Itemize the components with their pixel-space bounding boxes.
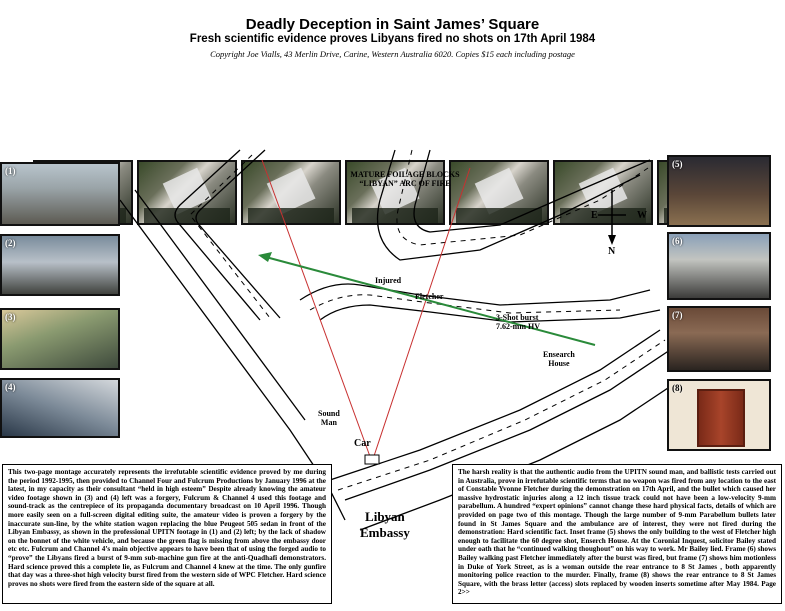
left-text-box: This two-page montage accurately represents the irrefutable scientific evidence proved by me during the period 1992-1995, then provided to Channel Four and Fulcrum Productions by January 1996 at the latest, in my capacity as their consultant “held in high esteem” Despite already knowing the amateur video footage shown in (3) and (4) left was a forgery, Fulcrum & Channel 4 used this footage and sound-track as the centrepiece of its propaganda documentary broadcast on 10 April 1996. Though more easily seen on a full-screen digital editing suite, the amateur video is proven a forgery by the inaccurate sun-line, by the white station wagon replacing the blue Peugeot 505 sedan in front of the Libyan Embassy, as shown in the professional UPITN footage in (1) and (2) left; by the lack of shadow on the bonnet of the white vehicle, and because the green flag is missing from above the embassy door etc etc. Fulcrum and Channel 4’s main objective appears to have been that of using the forged audio to “prove” the Libyans fired a burst of 9-mm sub-machine gun fire at the anti-Quadhafi demonstrators. Hard science proved this a complete lie, as Fulcrum and Channel 4 knew at the time. The only gunfire that day was a three-shot high velocity burst fired from the western side of WPC Fletcher. Hard science proves no shots were fired from the eastern side of the square at all. bbox=[2, 464, 332, 604]
burst-label: 3-Shot burst 7.62-mm HV bbox=[496, 313, 540, 331]
copyright-line: Copyright Joe Vialls, 43 Merlin Drive, Carine, Western Australia 6020. Copies $15 each including postage bbox=[210, 49, 575, 59]
compass-w: W bbox=[637, 210, 647, 221]
door-image bbox=[697, 389, 745, 447]
photo-2: (2) bbox=[0, 234, 120, 296]
libyan-embassy-label: Libyan Embassy bbox=[360, 509, 410, 540]
car-label: Car bbox=[354, 438, 371, 449]
page-subtitle: Fresh scientific evidence proves Libyans fired no shots on 17th April 1984 bbox=[189, 33, 596, 45]
ensearch-label: Ensearch House bbox=[543, 350, 575, 368]
photo-1: (1) bbox=[0, 162, 120, 226]
foliage-label: MATURE FOILAGE BLOCKS “LIBYAN” ARC OF FIRE bbox=[350, 170, 460, 188]
road-edge bbox=[320, 305, 660, 322]
photo-3: (3) bbox=[0, 308, 120, 370]
fletcher-label: Fletcher bbox=[415, 292, 444, 301]
page-title: Deadly Deception in Saint James’ Square bbox=[245, 16, 540, 33]
photo-8: (8) bbox=[667, 379, 771, 451]
right-text-box: The harsh reality is that the authentic audio from the UPITN sound man, and ballistic tests carried out in Australia, prove in irrefutable scientific terms that no weapon was fired from any location to the east of Constable Yvonne Fletcher during the demonstration on 17th April, and the bullet which caused her massive hydrostatic injuries along a 12 inch tissue track could not have been a low-velocity 9-mm parabellum. A hundred “expert opinions” cannot change these hard physical facts, details of which are provided on page two of this montage. Though the large number of 9-mm Parabellum bullets later found in St James Square and the ambulance are of interest, they were not fired during the demonstration: Hard scientific fact. Inset frame (5) shows the only building to the west of Fletcher high enough to facilitate the 60 degree shot, Enserch House. At the Coronial Inquest, solicitor Bailey stated under oath that he “continued walking thoughout” on his way to work. Mr Bailey lied. Frame (6) shows Bailey walking past Fletcher immediately after the burst was fired, but frame (7) shows him motionless in Duke of York Street, as is a woman outside the rear entrance to 8 St James , both apparently monitoring police reaction to the murder. Finally, frame (8) shows the rear entrance to 8 St James Square, with the brass letter (access) slots replaced by wooden inserts sometime after May 1984. Page 2>> bbox=[452, 464, 782, 604]
photo-4: (4) bbox=[0, 378, 120, 438]
sound-man-label: Sound Man bbox=[318, 409, 340, 427]
road-edge bbox=[135, 190, 305, 420]
injured-label: Injured bbox=[375, 276, 402, 285]
photo-7: (7) bbox=[667, 306, 771, 372]
road-edge bbox=[300, 284, 650, 305]
road-edge bbox=[378, 150, 641, 260]
green-arrow-head bbox=[258, 252, 272, 262]
photo-5: (5) bbox=[667, 155, 771, 227]
road-edge bbox=[414, 150, 650, 232]
red-sight-line bbox=[262, 160, 372, 462]
road-edge bbox=[175, 150, 260, 320]
photo-6: (6) bbox=[667, 232, 771, 300]
compass-e: E bbox=[591, 210, 598, 221]
compass-n: N bbox=[608, 246, 616, 257]
